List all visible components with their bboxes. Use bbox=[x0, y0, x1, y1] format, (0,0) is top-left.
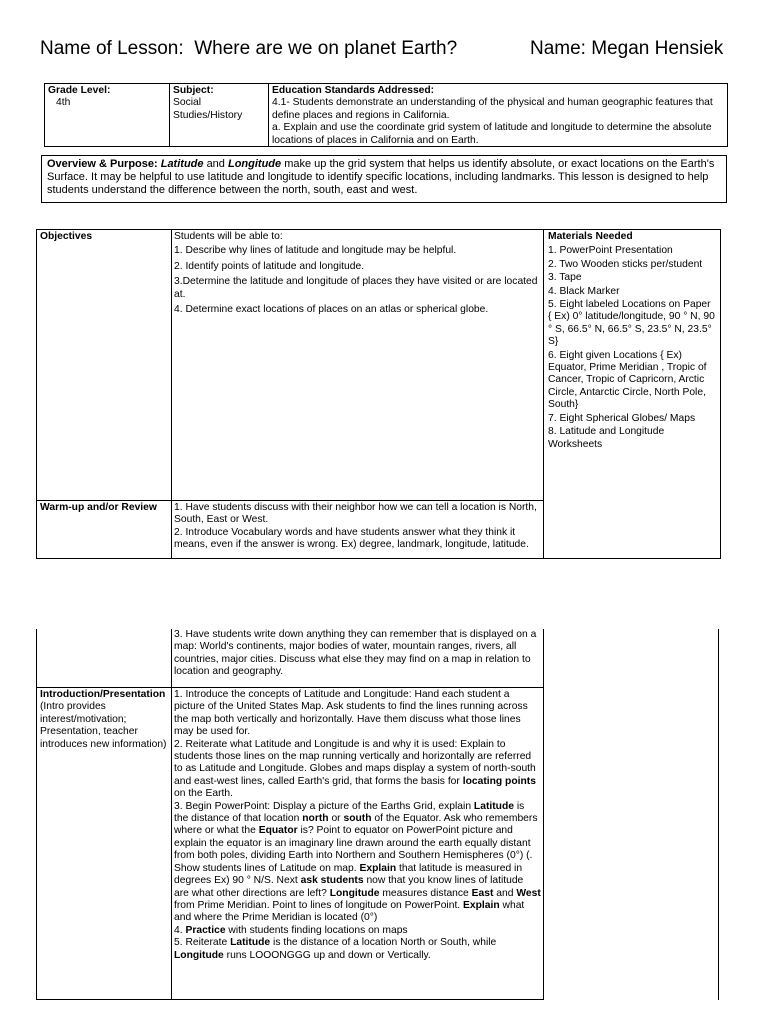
warmup-content-cell bbox=[171, 500, 544, 559]
material-item: 2. Two Wooden sticks per/student bbox=[548, 258, 703, 270]
warmup-item: 2. Introduce Vocabulary words and have students answer what they think it means, even if the answer is wrong. Ex) degree, landmark, longitude, latitude. bbox=[174, 526, 529, 551]
intro-step-2: 2. Reiterate what Latitude and Longitude is and why it is used: Explain to students those lines on the map running vertically and horizontally are referred to as Latitude and Longitude. Globes and maps display a system of north-south and east-west lines, called Earth's grid, that forms the basis for locating points on the Earth. bbox=[174, 738, 536, 800]
grade-value: 4th bbox=[56, 97, 71, 109]
lesson-title: Where are we on planet Earth? bbox=[194, 38, 458, 59]
materials-continued-border bbox=[718, 629, 719, 1000]
objective-item: 1. Describe why lines of latitude and longitude may be helpful. bbox=[174, 245, 457, 257]
overview-text: make up the grid system that helps us identify absolute, or exact locations on the Earth's Surface. It may be helpful to use latitude and longitude to identify specific locations, including landmarks. This lesson is designed to help students understand the difference between the north, south, east and west. bbox=[47, 158, 715, 196]
intro-step-5: 5. Reiterate Latitude is the distance of a location North or South, while Longitude runs LOOONGGG up and down or Vertically. bbox=[174, 937, 497, 961]
objective-item: 3.Determine the latitude and longitude of places they have visited or are located at. bbox=[174, 276, 538, 300]
subject-value: Social Studies/History bbox=[173, 97, 243, 121]
objective-item: 2. Identify points of latitude and longitude. bbox=[174, 260, 365, 272]
standards-label: Education Standards Addressed: bbox=[272, 85, 435, 96]
materials-label: Materials Needed bbox=[548, 231, 633, 242]
warmup-item-3: 3. Have students write down anything they can remember that is displayed on a map: World's continents, major bodies of water, mountain ranges, rivers, all countries, major cities. Discuss what else they may find on a map in relation to location and geography. bbox=[174, 629, 537, 678]
intro-step-3: 3. Begin PowerPoint: Display a picture of the Earths Grid, explain Latitude is the distance of that location north or south of the Equator. Ask who remembers where or what the Equator is? Point to equator on PowerPoint picture and explain the equator is an imaginary line drawn around the earth equally distant from both poles, dividing Earth into Northern and Southern Hemispheres (0°) (. Show students lines of Latitude on map. Explain that latitude is measured in degrees Ex) 90 ° N/S. Next ask students now that you know lines of latitude are what other directions are left? Longitude measures distance East and West from Prime Meridian. Point to lines of longitude on PowerPoint. Explain what and where the Prime Meridian is located (0°) bbox=[174, 800, 541, 924]
material-item: 1. PowerPoint Presentation bbox=[548, 245, 673, 257]
grade-label: Grade Level: bbox=[48, 85, 111, 96]
intro-label-cell bbox=[36, 687, 172, 1000]
standards-text-1: 4.1- Students demonstrate an understanding of the physical and human geographic features that define places and regions in California. bbox=[272, 97, 713, 121]
warmup-item: 1. Have students discuss with their neighbor how we can tell a location is North, South, East or West. bbox=[174, 502, 537, 526]
intro-description: (Intro provides interest/motivation; Presentation, teacher introduces new information) bbox=[40, 701, 167, 750]
overview-latitude: Latitude bbox=[160, 158, 204, 170]
subject-label: Subject: bbox=[173, 85, 214, 96]
objectives-intro: Students will be able to: bbox=[174, 231, 283, 242]
intro-step-4: 4. Practice with students finding locations on maps bbox=[174, 924, 408, 936]
overview-label: Overview & Purpose: bbox=[47, 158, 158, 170]
student-name-line bbox=[530, 38, 723, 60]
material-item: 5. Eight labeled Locations on Paper { Ex) 0° latitude/longitude, 90 ° N, 90 ° S, 66.5° N, 66.5° S, 23.5° N, 23.5° S} bbox=[548, 299, 715, 348]
overview-longitude: Longitude bbox=[227, 158, 282, 170]
material-item: 7. Eight Spherical Globes/ Maps bbox=[548, 412, 696, 424]
standards-text-2: a. Explain and use the coordinate grid system of latitude and longitude to determine the absolute locations of places in California and on Earth. bbox=[272, 122, 712, 146]
intro-step-1: 1. Introduce the concepts of Latitude and Longitude: Hand each student a picture of the United States Map. Ask students to find the lines running across the map both vertically and horizontally. Have them discuss what those lines may be used for. bbox=[174, 689, 528, 738]
continued-label-cell bbox=[36, 629, 172, 688]
name-label: Name: bbox=[530, 38, 586, 59]
name-value: Megan Hensiek bbox=[591, 38, 724, 59]
grade-cell bbox=[44, 83, 170, 147]
overview-and: and bbox=[206, 158, 225, 170]
material-item: 3. Tape bbox=[548, 272, 582, 284]
materials-cell bbox=[543, 229, 721, 559]
warmup-label-cell bbox=[36, 500, 172, 559]
material-item: 4. Black Marker bbox=[548, 285, 620, 297]
warmup-label: Warm-up and/or Review bbox=[40, 502, 157, 513]
subject-cell bbox=[169, 83, 269, 147]
objectives-content-cell bbox=[171, 229, 544, 501]
intro-label: Introduction/Presentation bbox=[40, 689, 166, 700]
objective-item: 4. Determine exact locations of places on an atlas or spherical globe. bbox=[174, 304, 489, 316]
continued-content-cell bbox=[171, 629, 544, 688]
standards-cell bbox=[268, 83, 728, 147]
intro-content-cell bbox=[171, 687, 544, 1000]
lesson-label: Name of Lesson: bbox=[40, 38, 184, 59]
material-item: 8. Latitude and Longitude Worksheets bbox=[548, 426, 665, 450]
objectives-label: Objectives bbox=[40, 231, 93, 242]
lesson-title-line bbox=[40, 38, 457, 60]
overview-box bbox=[41, 155, 727, 203]
objectives-label-cell bbox=[36, 229, 172, 501]
material-item: 6. Eight given Locations { Ex) Equator, Prime Meridian , Tropic of Cancer, Tropic of Capricorn, Arctic Circle, Antarctic Circle, North Pole, South} bbox=[548, 349, 707, 411]
